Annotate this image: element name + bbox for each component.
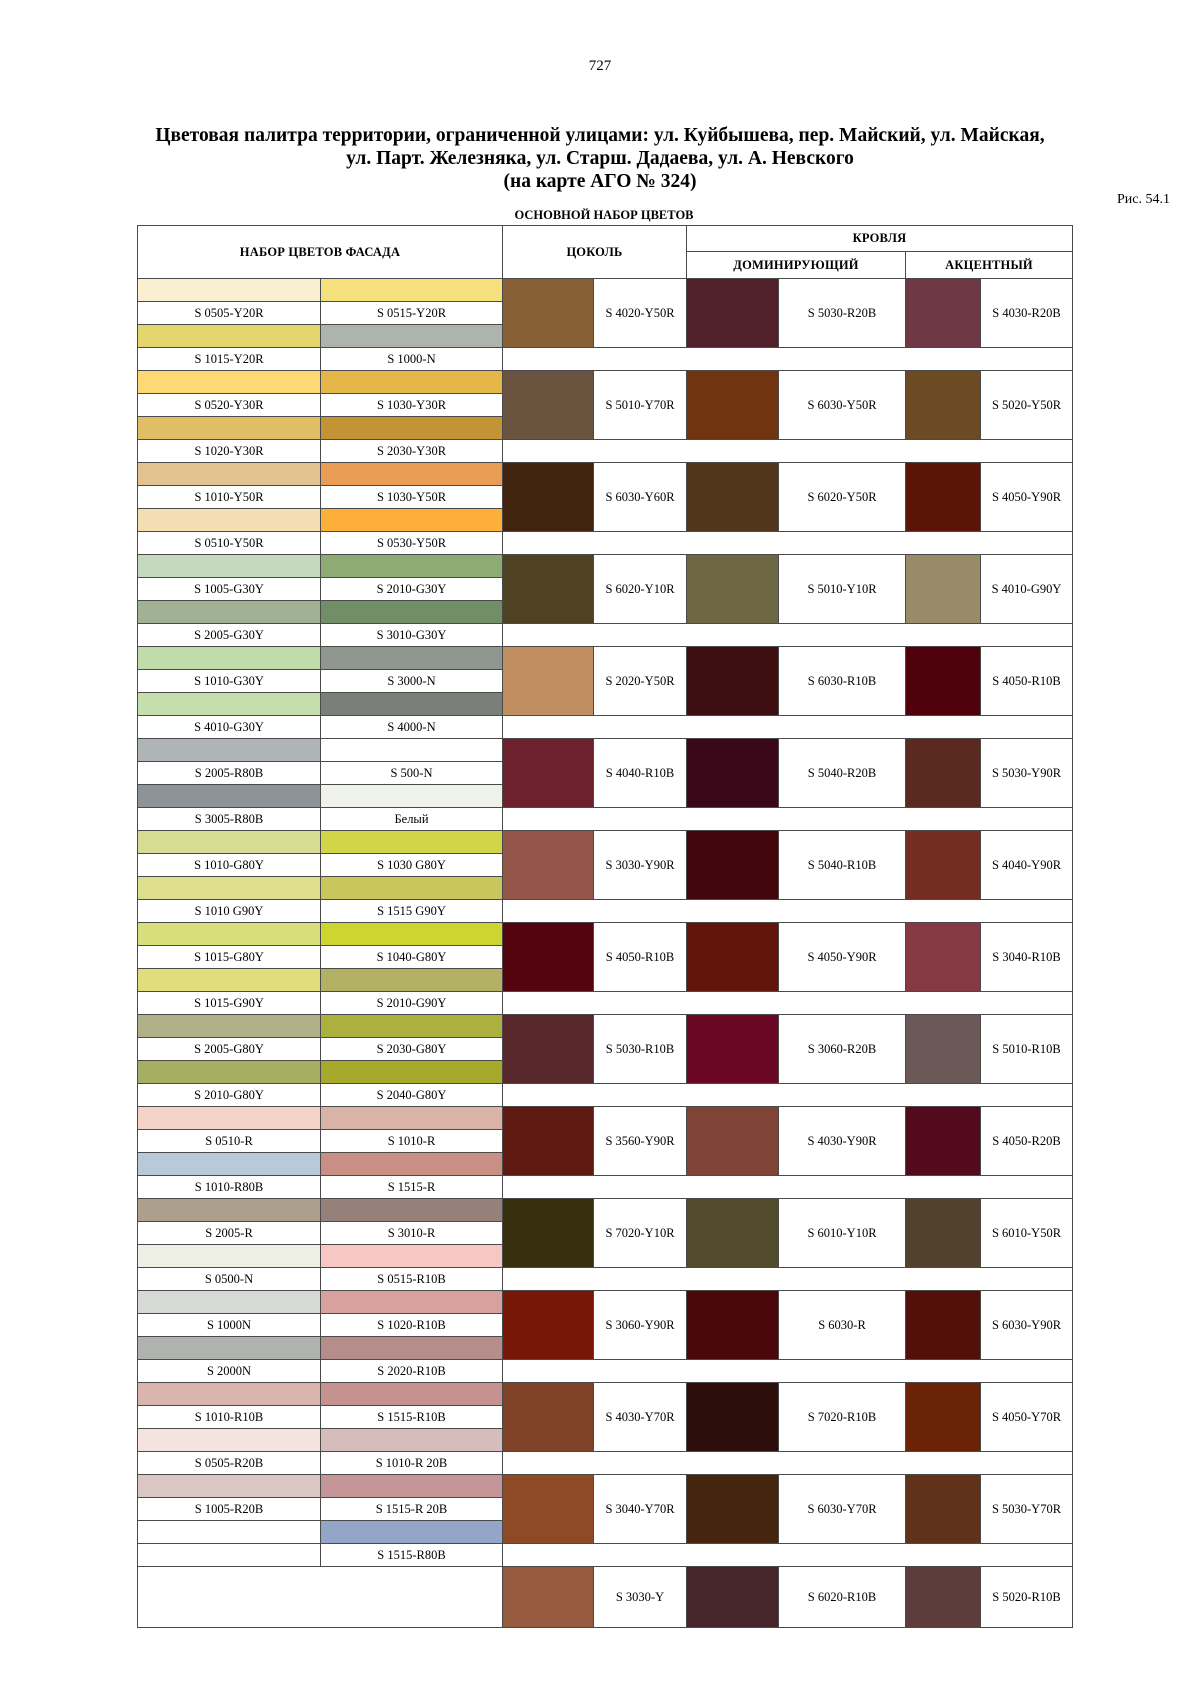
facade-label-right: S 1515 G90Y xyxy=(320,899,503,923)
facade-label-right: S 3010-R xyxy=(320,1221,503,1245)
plinth-label: S 4050-R10B xyxy=(593,922,687,992)
facade-swatch-right xyxy=(320,1244,503,1268)
facade-label-right: S 0515-Y20R xyxy=(320,301,503,325)
dominant-label: S 6030-R xyxy=(778,1290,906,1360)
dominant-swatch xyxy=(686,1566,779,1628)
facade-label-right: S 2010-G90Y xyxy=(320,991,503,1015)
facade-label-left: S 0505-Y20R xyxy=(137,301,321,325)
plinth-label: S 5010-Y70R xyxy=(593,370,687,440)
facade-label-right: S 1030-Y50R xyxy=(320,485,503,509)
spacer-row xyxy=(502,715,1073,739)
plinth-swatch xyxy=(502,278,594,348)
facade-swatch-right xyxy=(320,1520,503,1544)
accent-swatch xyxy=(905,830,981,900)
facade-label-left: S 1015-G80Y xyxy=(137,945,321,969)
facade-label-left: S 1005-R20B xyxy=(137,1497,321,1521)
plinth-label: S 6030-Y60R xyxy=(593,462,687,532)
color-palette-table xyxy=(137,225,1071,1628)
dominant-label: S 3060-R20B xyxy=(778,1014,906,1084)
plinth-label: S 4040-R10B xyxy=(593,738,687,808)
facade-swatch-left xyxy=(137,646,321,670)
spacer-row xyxy=(502,807,1073,831)
facade-swatch-left xyxy=(137,324,321,348)
spacer-row xyxy=(502,1451,1073,1475)
dominant-label: S 6020-Y50R xyxy=(778,462,906,532)
plinth-label: S 3030-Y xyxy=(593,1566,687,1628)
facade-label-right: S 3010-G30Y xyxy=(320,623,503,647)
accent-swatch xyxy=(905,1290,981,1360)
facade-swatch-left xyxy=(137,1428,321,1452)
accent-label: S 5030-Y90R xyxy=(980,738,1073,808)
plinth-swatch xyxy=(502,1290,594,1360)
dominant-label: S 5040-R10B xyxy=(778,830,906,900)
facade-label-left: S 1010 G90Y xyxy=(137,899,321,923)
facade-swatch-left xyxy=(137,554,321,578)
accent-label: S 6010-Y50R xyxy=(980,1198,1073,1268)
facade-swatch-right xyxy=(320,1428,503,1452)
plinth-label: S 3060-Y90R xyxy=(593,1290,687,1360)
facade-swatch-right xyxy=(320,324,503,348)
dominant-swatch xyxy=(686,1382,779,1452)
facade-label-right: S 2020-R10B xyxy=(320,1359,503,1383)
facade-swatch-right xyxy=(320,554,503,578)
plinth-swatch xyxy=(502,462,594,532)
facade-label-right: S 1020-R10B xyxy=(320,1313,503,1337)
facade-label-right: S 1010-R xyxy=(320,1129,503,1153)
facade-label-left: S 2005-G30Y xyxy=(137,623,321,647)
plinth-label: S 3030-Y90R xyxy=(593,830,687,900)
plinth-swatch xyxy=(502,1106,594,1176)
facade-swatch-left xyxy=(137,922,321,946)
accent-label: S 5010-R10B xyxy=(980,1014,1073,1084)
facade-label-right: S 2030-G80Y xyxy=(320,1037,503,1061)
dominant-label: S 5040-R20B xyxy=(778,738,906,808)
accent-swatch xyxy=(905,738,981,808)
facade-label-left: S 1020-Y30R xyxy=(137,439,321,463)
facade-label-left: S 2010-G80Y xyxy=(137,1083,321,1107)
facade-swatch-right xyxy=(320,922,503,946)
facade-label-left: S 4010-G30Y xyxy=(137,715,321,739)
facade-label-right: S 2010-G30Y xyxy=(320,577,503,601)
dominant-swatch xyxy=(686,278,779,348)
facade-swatch-left xyxy=(137,1014,321,1038)
plinth-swatch xyxy=(502,1382,594,1452)
facade-swatch-right xyxy=(320,646,503,670)
spacer-row xyxy=(502,531,1073,555)
dominant-swatch xyxy=(686,1474,779,1544)
dominant-swatch xyxy=(686,1014,779,1084)
facade-label-left: S 1000N xyxy=(137,1313,321,1337)
dominant-swatch xyxy=(686,554,779,624)
accent-swatch xyxy=(905,1014,981,1084)
facade-swatch-left xyxy=(137,1152,321,1176)
facade-label-left: S 3005-R80B xyxy=(137,807,321,831)
facade-swatch-right xyxy=(320,508,503,532)
accent-swatch xyxy=(905,1106,981,1176)
facade-swatch-right xyxy=(320,784,503,808)
accent-swatch xyxy=(905,1382,981,1452)
facade-label-left: S 2005-R xyxy=(137,1221,321,1245)
title-line-2: ул. Парт. Железняка, ул. Старш. Дадаева, ул. А. Невского xyxy=(346,148,854,169)
page-number: 727 xyxy=(588,58,612,74)
dominant-label: S 4050-Y90R xyxy=(778,922,906,992)
header-plinth: ЦОКОЛЬ xyxy=(502,225,687,279)
facade-swatch-left xyxy=(137,1382,321,1406)
spacer-row xyxy=(502,1543,1073,1567)
plinth-label: S 4020-Y50R xyxy=(593,278,687,348)
dominant-swatch xyxy=(686,922,779,992)
dominant-label: S 6030-Y70R xyxy=(778,1474,906,1544)
facade-swatch-right xyxy=(320,692,503,716)
facade-empty-cell xyxy=(137,1566,503,1628)
spacer-row xyxy=(502,347,1073,371)
facade-swatch-right xyxy=(320,1290,503,1314)
plinth-swatch xyxy=(502,1566,594,1628)
facade-swatch-left xyxy=(137,278,321,302)
facade-swatch-left xyxy=(137,1106,321,1130)
facade-label-right: S 0515-R10B xyxy=(320,1267,503,1291)
plinth-label: S 5030-R10B xyxy=(593,1014,687,1084)
facade-label-right: S 1030 G80Y xyxy=(320,853,503,877)
accent-swatch xyxy=(905,462,981,532)
facade-swatch-right xyxy=(320,1474,503,1498)
dominant-swatch xyxy=(686,830,779,900)
facade-swatch-right xyxy=(320,416,503,440)
dominant-label: S 7020-R10B xyxy=(778,1382,906,1452)
facade-swatch-right xyxy=(320,370,503,394)
plinth-label: S 6020-Y10R xyxy=(593,554,687,624)
accent-label: S 5030-Y70R xyxy=(980,1474,1073,1544)
facade-swatch-right xyxy=(320,830,503,854)
dominant-swatch xyxy=(686,462,779,532)
spacer-row xyxy=(502,623,1073,647)
facade-label-right: S 1000-N xyxy=(320,347,503,371)
plinth-label: S 3040-Y70R xyxy=(593,1474,687,1544)
plinth-label: S 3560-Y90R xyxy=(593,1106,687,1176)
facade-swatch-left xyxy=(137,416,321,440)
facade-swatch-left xyxy=(137,1474,321,1498)
facade-label-left: S 1005-G30Y xyxy=(137,577,321,601)
header-roof: КРОВЛЯ xyxy=(686,225,1073,252)
accent-swatch xyxy=(905,278,981,348)
dominant-label: S 6030-R10B xyxy=(778,646,906,716)
accent-label: S 4010-G90Y xyxy=(980,554,1073,624)
facade-swatch-left xyxy=(137,508,321,532)
header-facade: НАБОР ЦВЕТОВ ФАСАДА xyxy=(137,225,503,279)
dominant-label: S 4030-Y90R xyxy=(778,1106,906,1176)
facade-swatch-right xyxy=(320,1106,503,1130)
title-line-3: (на карте АГО № 324) xyxy=(503,171,697,192)
facade-swatch-left xyxy=(137,784,321,808)
spacer-row xyxy=(502,899,1073,923)
dominant-label: S 6020-R10B xyxy=(778,1566,906,1628)
facade-label-left: S 1015-G90Y xyxy=(137,991,321,1015)
facade-swatch-right xyxy=(320,1060,503,1084)
dominant-swatch xyxy=(686,370,779,440)
accent-label: S 5020-R10B xyxy=(980,1566,1073,1628)
accent-label: S 4050-Y70R xyxy=(980,1382,1073,1452)
dominant-swatch xyxy=(686,646,779,716)
dominant-swatch xyxy=(686,738,779,808)
dominant-label: S 5010-Y10R xyxy=(778,554,906,624)
facade-label-right: S 1030-Y30R xyxy=(320,393,503,417)
plinth-label: S 2020-Y50R xyxy=(593,646,687,716)
plinth-swatch xyxy=(502,830,594,900)
facade-swatch-left xyxy=(137,600,321,624)
facade-label-left: S 0510-R xyxy=(137,1129,321,1153)
facade-label-right: S 1515-R10B xyxy=(320,1405,503,1429)
dominant-swatch xyxy=(686,1290,779,1360)
plinth-swatch xyxy=(502,646,594,716)
facade-swatch-left xyxy=(137,1198,321,1222)
plinth-swatch xyxy=(502,738,594,808)
accent-swatch xyxy=(905,1566,981,1628)
spacer-row xyxy=(502,1359,1073,1383)
plinth-swatch xyxy=(502,554,594,624)
facade-label-left: S 2000N xyxy=(137,1359,321,1383)
accent-swatch xyxy=(905,922,981,992)
facade-label-right: S 4000-N xyxy=(320,715,503,739)
facade-swatch-left xyxy=(137,462,321,486)
facade-label-left: S 0500-N xyxy=(137,1267,321,1291)
spacer-row xyxy=(502,439,1073,463)
dominant-label: S 5030-R20B xyxy=(778,278,906,348)
facade-swatch-left xyxy=(137,738,321,762)
plinth-swatch xyxy=(502,1198,594,1268)
facade-label-left: S 0520-Y30R xyxy=(137,393,321,417)
spacer-row xyxy=(502,1175,1073,1199)
facade-swatch-right xyxy=(320,1014,503,1038)
header-dominant: ДОМИНИРУЮЩИЙ xyxy=(686,251,906,279)
plinth-swatch xyxy=(502,922,594,992)
title-line-1: Цветовая палитра территории, ограниченной улицами: ул. Куйбышева, пер. Майский, ул. Майская, xyxy=(155,125,1045,146)
accent-label: S 3040-R10B xyxy=(980,922,1073,992)
page-title xyxy=(100,124,1100,193)
spacer-row xyxy=(502,1267,1073,1291)
facade-swatch-left xyxy=(137,830,321,854)
accent-label: S 4030-R20B xyxy=(980,278,1073,348)
facade-swatch-left xyxy=(137,1336,321,1360)
facade-swatch-left xyxy=(137,968,321,992)
facade-swatch-left xyxy=(137,876,321,900)
facade-swatch-right xyxy=(320,278,503,302)
dominant-swatch xyxy=(686,1198,779,1268)
facade-label-left: S 1010-R80B xyxy=(137,1175,321,1199)
dominant-label: S 6030-Y50R xyxy=(778,370,906,440)
accent-swatch xyxy=(905,1474,981,1544)
facade-swatch-left xyxy=(137,1060,321,1084)
accent-label: S 4050-Y90R xyxy=(980,462,1073,532)
accent-swatch xyxy=(905,1198,981,1268)
facade-swatch-left xyxy=(137,1244,321,1268)
spacer-row xyxy=(502,991,1073,1015)
facade-label-left: S 0505-R20B xyxy=(137,1451,321,1475)
facade-swatch-right xyxy=(320,1336,503,1360)
facade-label-left xyxy=(137,1543,321,1567)
accent-label: S 5020-Y50R xyxy=(980,370,1073,440)
facade-label-right: S 1040-G80Y xyxy=(320,945,503,969)
facade-label-right: S 2040-G80Y xyxy=(320,1083,503,1107)
accent-swatch xyxy=(905,646,981,716)
accent-label: S 4050-R20B xyxy=(980,1106,1073,1176)
facade-label-right: S 0530-Y50R xyxy=(320,531,503,555)
facade-label-right: S 1515-R xyxy=(320,1175,503,1199)
facade-label-right: S 1515-R 20B xyxy=(320,1497,503,1521)
facade-label-right: S 500-N xyxy=(320,761,503,785)
facade-swatch-right xyxy=(320,1382,503,1406)
plinth-swatch xyxy=(502,370,594,440)
accent-label: S 6030-Y90R xyxy=(980,1290,1073,1360)
facade-swatch-right xyxy=(320,462,503,486)
facade-label-right: S 1010-R 20B xyxy=(320,1451,503,1475)
accent-label: S 4050-R10B xyxy=(980,646,1073,716)
facade-label-right: Белый xyxy=(320,807,503,831)
facade-swatch-left xyxy=(137,692,321,716)
facade-swatch-left xyxy=(137,1520,321,1544)
figure-label: Рис. 54.1 xyxy=(1117,192,1170,207)
facade-label-right: S 1515-R80B xyxy=(320,1543,503,1567)
facade-label-right: S 2030-Y30R xyxy=(320,439,503,463)
plinth-label: S 7020-Y10R xyxy=(593,1198,687,1268)
table-subtitle: ОСНОВНОЙ НАБОР ЦВЕТОВ xyxy=(514,208,694,222)
facade-label-left: S 1010-G30Y xyxy=(137,669,321,693)
facade-swatch-right xyxy=(320,1198,503,1222)
dominant-label: S 6010-Y10R xyxy=(778,1198,906,1268)
facade-swatch-left xyxy=(137,1290,321,1314)
spacer-row xyxy=(502,1083,1073,1107)
accent-swatch xyxy=(905,370,981,440)
facade-label-left: S 2005-G80Y xyxy=(137,1037,321,1061)
header-accent: АКЦЕНТНЫЙ xyxy=(905,251,1073,279)
facade-label-left: S 1010-G80Y xyxy=(137,853,321,877)
plinth-swatch xyxy=(502,1014,594,1084)
facade-swatch-right xyxy=(320,738,503,762)
facade-swatch-right xyxy=(320,876,503,900)
facade-label-left: S 0510-Y50R xyxy=(137,531,321,555)
plinth-label: S 4030-Y70R xyxy=(593,1382,687,1452)
dominant-swatch xyxy=(686,1106,779,1176)
facade-label-left: S 1010-Y50R xyxy=(137,485,321,509)
facade-label-left: S 1015-Y20R xyxy=(137,347,321,371)
accent-swatch xyxy=(905,554,981,624)
facade-swatch-left xyxy=(137,370,321,394)
facade-swatch-right xyxy=(320,968,503,992)
facade-label-left: S 2005-R80B xyxy=(137,761,321,785)
accent-label: S 4040-Y90R xyxy=(980,830,1073,900)
facade-swatch-right xyxy=(320,600,503,624)
facade-label-right: S 3000-N xyxy=(320,669,503,693)
facade-label-left: S 1010-R10B xyxy=(137,1405,321,1429)
plinth-swatch xyxy=(502,1474,594,1544)
facade-swatch-right xyxy=(320,1152,503,1176)
